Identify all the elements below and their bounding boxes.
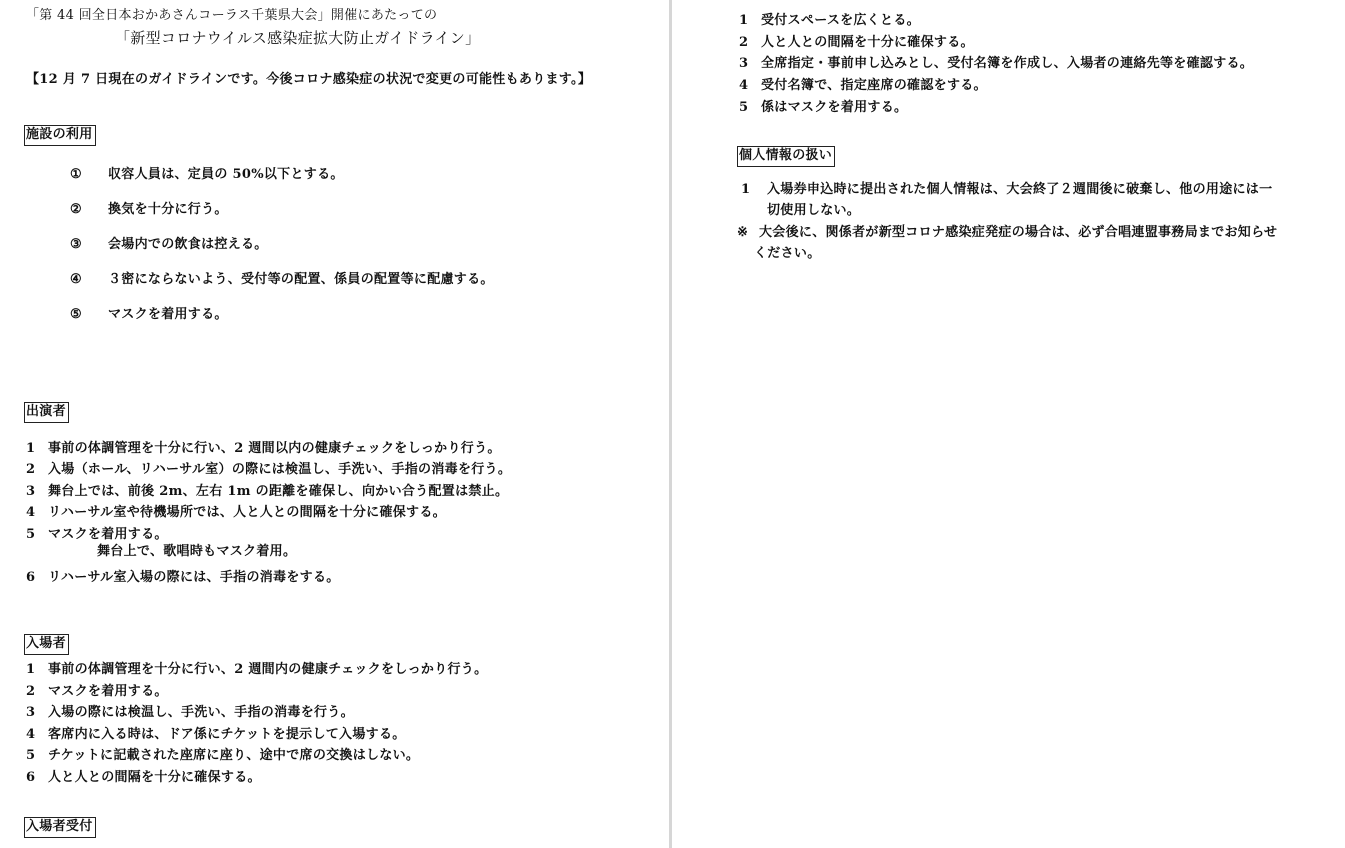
list-number: 4 xyxy=(26,727,36,742)
list-item xyxy=(26,658,487,678)
list-number: 5 xyxy=(739,100,749,115)
list-item-text: リハーサル室入場の際には、手指の消毒をする。 xyxy=(48,570,340,585)
list-number: 5 xyxy=(26,748,36,763)
list-number: 3 xyxy=(26,484,36,499)
list-item xyxy=(739,74,987,94)
list-item xyxy=(739,9,920,29)
section-heading-privacy: 個人情報の扱い xyxy=(737,146,835,167)
section-heading-performers: 出演者 xyxy=(24,402,69,423)
list-item-text: 入場（ホール、リハーサル室）の際には検温し、手洗い、手指の消毒を行う。 xyxy=(48,462,512,477)
list-item xyxy=(739,96,907,116)
list-item-text: リハーサル室や待機場所では、人と人との間隔を十分に確保する。 xyxy=(48,505,446,520)
list-marker: ② xyxy=(70,202,82,217)
note-mark: ※ xyxy=(737,225,749,240)
list-number: 1 xyxy=(741,182,751,197)
list-item-text: 係はマスクを着用する。 xyxy=(761,100,908,115)
privacy-note-line-2: ください。 xyxy=(754,246,821,261)
privacy-item-text-line-2: 切使用しない。 xyxy=(767,203,861,218)
list-number: 6 xyxy=(26,770,36,785)
list-item-text: 換気を十分に行う。 xyxy=(108,202,228,217)
page-title: 「新型コロナウイルス感染症拡大防止ガイドライン」 xyxy=(115,29,481,47)
section-heading-reception: 入場者受付 xyxy=(24,817,96,838)
list-item-text: 受付名簿で、指定座席の確認をする。 xyxy=(761,78,987,93)
list-number: 2 xyxy=(26,462,36,477)
list-marker: ④ xyxy=(70,272,82,287)
list-item xyxy=(26,566,340,586)
list-marker: ① xyxy=(70,167,82,182)
list-item xyxy=(26,701,354,721)
privacy-item-text-line-1: 入場券申込時に提出された個人情報は、大会終了２週間後に破棄し、他の用途には一 xyxy=(767,182,1273,197)
list-item-text: 人と人との間隔を十分に確保する。 xyxy=(48,770,261,785)
list-item-text: 客席内に入る時は、ドア係にチケットを提示して入場する。 xyxy=(48,727,406,742)
list-number: 6 xyxy=(26,570,36,585)
list-item-text: マスクを着用する。 xyxy=(48,684,168,699)
list-item-text: 全席指定・事前申し込みとし、受付名簿を作成し、入場者の連絡先等を確認する。 xyxy=(761,56,1254,71)
list-item-text: 事前の体調管理を十分に行い、2 週間内の健康チェックをしっかり行う。 xyxy=(48,662,488,677)
list-number: 2 xyxy=(26,684,36,699)
list-item-text: 人と人との間隔を十分に確保する。 xyxy=(761,35,974,50)
list-number: 3 xyxy=(26,705,36,720)
section-heading-facility: 施設の利用 xyxy=(24,125,96,146)
list-item-text: 舞台上では、前後 2m、左右 1m の距離を確保し、向かい合う配置は禁止。 xyxy=(48,484,509,499)
list-marker: ⑤ xyxy=(70,307,82,322)
list-item xyxy=(26,480,508,500)
list-number: 2 xyxy=(739,35,749,50)
list-item xyxy=(26,523,168,543)
list-item-text: チケットに記載された座席に座り、途中で席の交換はしない。 xyxy=(48,748,420,763)
list-item-text: 受付スペースを広くとる。 xyxy=(761,13,920,28)
list-item xyxy=(26,680,168,700)
list-item xyxy=(70,303,228,323)
document-page-right xyxy=(672,0,1345,848)
title-line-1: 「第 44 回全日本おかあさんコーラス千葉県大会」開催にあたっての xyxy=(26,8,438,23)
list-item xyxy=(26,437,501,457)
list-sub-note: 舞台上で、歌唱時もマスク着用。 xyxy=(97,544,297,559)
list-number: 1 xyxy=(26,662,36,677)
list-item xyxy=(70,198,228,218)
list-item-text: 収容人員は、定員の 50%以下とする。 xyxy=(108,167,344,182)
list-number: 5 xyxy=(26,527,36,542)
list-item xyxy=(70,163,344,183)
list-item xyxy=(26,501,446,521)
list-number: 4 xyxy=(739,78,749,93)
guideline-notice: 【12 月 7 日現在のガイドラインです。今後コロナ感染症の状況で変更の可能性もあります。】 xyxy=(26,72,592,87)
list-marker: ③ xyxy=(70,237,82,252)
list-item xyxy=(26,744,419,764)
list-item-text: マスクを着用する。 xyxy=(48,527,168,542)
list-item-text: 会場内での飲食は控える。 xyxy=(108,237,268,252)
list-item xyxy=(739,31,974,51)
list-number: 3 xyxy=(739,56,749,71)
document-page-left xyxy=(0,0,669,848)
list-item-text: 入場の際には検温し、手洗い、手指の消毒を行う。 xyxy=(48,705,354,720)
privacy-note-line-1: 大会後に、関係者が新型コロナ感染症発症の場合は、必ず合唱連盟事務局までお知らせ xyxy=(759,225,1278,240)
list-item xyxy=(26,458,511,478)
list-item xyxy=(70,233,268,253)
list-item-text: ３密にならないよう、受付等の配置、係員の配置等に配慮する。 xyxy=(108,272,494,287)
list-item xyxy=(739,52,1253,72)
list-item xyxy=(70,268,494,288)
list-item xyxy=(26,766,261,786)
list-number: 1 xyxy=(739,13,749,28)
list-item-text: マスクを着用する。 xyxy=(108,307,228,322)
list-number: 4 xyxy=(26,505,36,520)
list-item xyxy=(26,723,406,743)
list-number: 1 xyxy=(26,441,36,456)
list-item-text: 事前の体調管理を十分に行い、2 週間以内の健康チェックをしっかり行う。 xyxy=(48,441,501,456)
section-heading-attendees: 入場者 xyxy=(24,634,69,655)
